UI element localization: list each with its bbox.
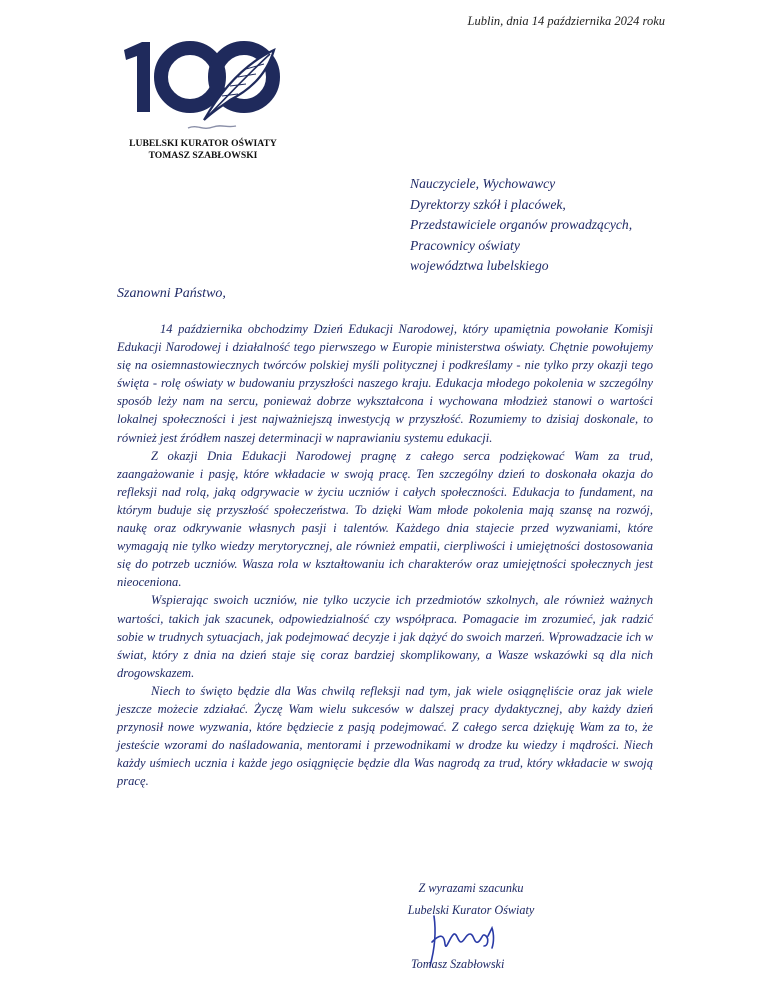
sender-name: TOMASZ SZABŁOWSKI xyxy=(148,150,258,161)
sender-block xyxy=(118,138,288,162)
recipient-line: Nauczyciele, Wychowawcy xyxy=(410,176,556,191)
closing-title: Lubelski Kurator Oświaty xyxy=(407,902,535,917)
letter-body xyxy=(117,320,653,790)
logo-digit-one xyxy=(124,42,150,112)
body-paragraph: Niech to święto będzie dla Was chwilą refleksji nad tym, jak wiele osiągnęliście oraz jak wiele jeszcze możecie zdziałać. Życzę Wam wielu sukcesów w dalszej pracy dydaktycznej, aby każdy dzień przynosił nowe wyzwania, które będziecie z pasją podejmować. Z całego serca dziękuję Wam za to, że jesteście wzorami do naśladowania, mentorami i przewodnikami w drodze ku wiedzy i mądrości. Niech każdy uśmiech ucznia i każde jego osiągnięcie będzie dla Was nagrodą za trud, który wkładacie w swoją pracę. xyxy=(117,683,653,789)
recipient-line: województwa lubelskiego xyxy=(410,258,549,274)
body-paragraph: Wspierając swoich uczniów, nie tylko uczycie ich przedmiotów szkolnych, ale również ważnych wartości, takich jak szacunek, odpowiedzialność czy współpraca. Pomagacie im zrozumieć, jak radzić sobie w trudnych sytuacjach, jak podejmować decyzje i jak dążyć do swoich marzeń. Wprowadzacie ich w świat, który z dnia na dzień staje się coraz bardziej skomplikowany, a Wasze wskazówki są dla nich drogowskazem. xyxy=(117,593,653,680)
salutation: Szanowni Państwo, xyxy=(117,286,226,301)
recipients-block xyxy=(410,174,632,277)
ink-flourish xyxy=(188,126,236,128)
date-line: Lublin, dnia 14 października 2024 roku xyxy=(467,14,665,28)
body-paragraph: 14 października obchodzimy Dzień Edukacji Narodowej, który upamiętnia powołanie Komisji Edukacji Narodowej i działalność tego pierwszego w Europie ministerstwa oświaty. Chętnie powołujemy się na osiemnastowiecznych twórców polskiej myśli politycznej i podkreślamy - nie tylko przy okazji tego święta - rolę oświaty w budowaniu przyszłości naszego kraju. Edukacja młodego pokolenia w szczególny sposób leży nam na sercu, ponieważ dobrze wykształcona i wychowana młodzież stanowi o wartości lokalnej społeczności i jest najważniejszą inwestycją w przyszłość. Rozumiemy to dzisiaj doskonale, to również jest źródłem naszej determinacji w naprawianiu systemu edukacji. xyxy=(117,322,653,445)
logo-100-graphic xyxy=(118,36,288,134)
recipient-line: Przedstawiciele organów prowadzących, xyxy=(410,217,633,233)
body-paragraph: Z okazji Dnia Edukacji Narodowej pragnę z całego serca podziękować Wam za trud, zaangażowanie i pasję, które wkładacie w swoją pracę. Ten szczególny dzień to doskonała okazja do refleksji nad rolą, jaką odgrywacie w życiu uczniów i całych społeczności. Edukacja to fundament, na którym buduje się przyszłość społeczeństwa. To dzięki Wam młode pokolenia mają szansę na rozwój, naukę oraz odkrywanie własnych pasji i talentów. Każdego dnia stajecie przed wyzwaniami, które wymagają nie tylko wiedzy merytorycznej, ale również empatii, cierpliwości i umiejętności dostosowania się do potrzeb uczniów. Wasza rola w kształtowaniu ich charakterów oraz umiejętności społecznych jest nieoceniona. xyxy=(117,448,653,590)
recipient-line: Pracownicy oświaty xyxy=(410,237,520,253)
recipient-line: Dyrektorzy szkół i placówek, xyxy=(410,196,566,212)
signer-name: Tomasz Szabłowski xyxy=(411,957,505,971)
closing-regards: Z wyrazami szacunku xyxy=(418,881,524,895)
sender-title: LUBELSKI KURATOR OŚWIATY xyxy=(129,138,277,149)
anniversary-logo xyxy=(118,36,288,134)
